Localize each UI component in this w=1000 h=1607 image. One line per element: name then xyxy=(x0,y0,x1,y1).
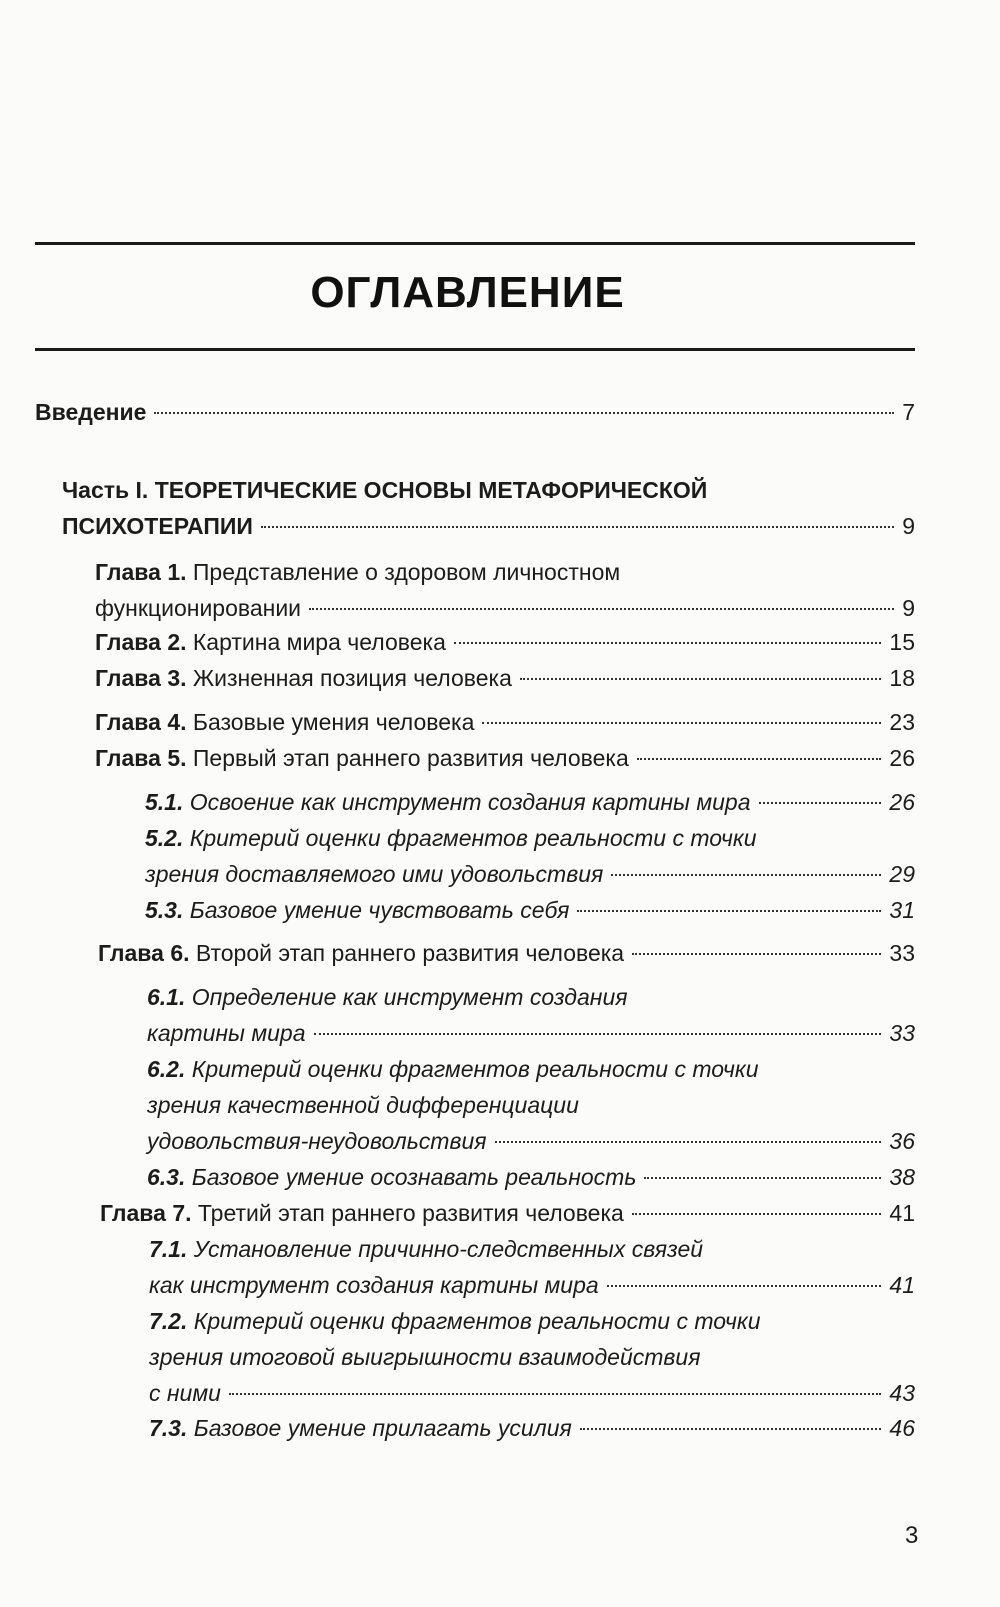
toc-entry-section-6-1[interactable] xyxy=(147,979,915,1051)
section-title: Базовое умение прилагать усилия xyxy=(193,1415,572,1441)
part-title: ТЕОРЕТИЧЕСКИЕ ОСНОВЫ МЕТАФОРИЧЕСКОЙ xyxy=(154,477,708,503)
section-number: 6.1. xyxy=(147,984,186,1010)
chapter-label: Глава 4. xyxy=(95,709,187,735)
section-title: Базовое умение чувствовать себя xyxy=(189,897,570,923)
section-title-cont: с ними xyxy=(149,1380,221,1406)
section-title: Базовое умение осознавать реальность xyxy=(191,1164,637,1190)
dot-leader xyxy=(580,1428,882,1430)
chapter-title-cont: функционировании xyxy=(95,595,302,621)
chapter-title: Картина мира человека xyxy=(192,629,446,655)
toc-entry-section-5-3[interactable] xyxy=(145,892,915,928)
dot-leader xyxy=(644,1177,881,1179)
entry-label: Введение xyxy=(35,399,147,425)
section-number: 7.3. xyxy=(149,1415,188,1441)
section-title-cont: как инструмент создания картины мира xyxy=(149,1272,599,1298)
section-number: 5.1. xyxy=(145,789,184,815)
section-number: 5.2. xyxy=(145,825,184,851)
dot-leader xyxy=(520,678,882,680)
entry-page: 9 xyxy=(902,513,915,539)
chapter-label: Глава 5. xyxy=(95,745,187,771)
section-title: Установление причинно-следственных связей xyxy=(193,1236,704,1262)
entry-page: 33 xyxy=(889,940,915,966)
toc-entry-section-7-2[interactable] xyxy=(149,1303,915,1411)
dot-leader xyxy=(759,802,882,804)
toc-entry-section-6-2[interactable] xyxy=(147,1051,915,1159)
toc-entry-chapter-4[interactable] xyxy=(95,704,915,740)
section-number: 5.3. xyxy=(145,897,184,923)
top-rule xyxy=(35,242,915,245)
dot-leader xyxy=(637,758,882,760)
section-title: Критерий оценки фрагментов реальности с точки xyxy=(193,1308,761,1334)
dot-leader xyxy=(154,412,894,414)
toc-entry-chapter-3[interactable] xyxy=(95,660,915,696)
toc-entry-section-5-1[interactable] xyxy=(145,784,915,820)
toc-entry-intro[interactable] xyxy=(35,394,915,430)
dot-leader xyxy=(314,1033,882,1035)
chapter-title: Базовые умения человека xyxy=(192,709,475,735)
section-number: 6.2. xyxy=(147,1056,186,1082)
toc-entry-section-6-3[interactable] xyxy=(147,1159,915,1195)
part-label: Часть I. xyxy=(62,477,149,503)
toc-entry-chapter-2[interactable] xyxy=(95,624,915,660)
toc-entry-section-5-2[interactable] xyxy=(145,820,915,892)
chapter-label: Глава 6. xyxy=(98,940,190,966)
chapter-title: Первый этап раннего развития человека xyxy=(192,745,629,771)
section-title: Критерий оценки фрагментов реальности с точки xyxy=(189,825,757,851)
entry-page: 26 xyxy=(889,745,915,771)
entry-page: 38 xyxy=(889,1164,915,1190)
entry-page: 31 xyxy=(889,897,915,923)
toc-entry-section-7-1[interactable] xyxy=(149,1231,915,1303)
dot-leader xyxy=(611,874,881,876)
chapter-title: Представление о здоровом личностном xyxy=(192,559,621,585)
entry-page: 33 xyxy=(889,1020,915,1046)
dot-leader xyxy=(607,1285,882,1287)
section-title: Определение как инструмент создания xyxy=(191,984,628,1010)
section-title-cont: зрения доставляемого ими удовольствия xyxy=(145,861,604,887)
section-title-cont: зрения качественной дифференциации xyxy=(147,1092,579,1118)
entry-page: 36 xyxy=(889,1128,915,1154)
section-title: Освоение как инструмент создания картины мира xyxy=(189,789,751,815)
entry-page: 26 xyxy=(889,789,915,815)
dot-leader xyxy=(454,642,882,644)
chapter-title: Второй этап раннего развития человека xyxy=(195,940,625,966)
dot-leader xyxy=(482,722,881,724)
toc-entry-chapter-5[interactable] xyxy=(95,740,915,776)
chapter-title: Жизненная позиция человека xyxy=(192,665,512,691)
toc-entry-chapter-7[interactable] xyxy=(100,1195,915,1231)
toc-entry-chapter-1[interactable] xyxy=(95,554,915,626)
page-title: ОГЛАВЛЕНИЕ xyxy=(310,268,625,317)
toc-entry-section-7-3[interactable] xyxy=(149,1410,915,1446)
entry-page: 41 xyxy=(889,1200,915,1226)
entry-page: 41 xyxy=(889,1272,915,1298)
toc-entry-chapter-6[interactable] xyxy=(98,935,915,971)
dot-leader xyxy=(229,1393,882,1395)
dot-leader xyxy=(309,608,894,610)
part-title-cont: ПСИХОТЕРАПИИ xyxy=(62,513,253,539)
entry-page: 7 xyxy=(902,399,915,425)
section-number: 7.1. xyxy=(149,1236,188,1262)
chapter-label: Глава 3. xyxy=(95,665,187,691)
dot-leader xyxy=(261,526,894,528)
entry-page: 9 xyxy=(902,595,915,621)
chapter-label: Глава 7. xyxy=(100,1200,192,1226)
page-number: 3 xyxy=(905,1522,919,1549)
section-number: 6.3. xyxy=(147,1164,186,1190)
entry-page: 23 xyxy=(889,709,915,735)
dot-leader xyxy=(632,1213,882,1215)
entry-page: 18 xyxy=(889,665,915,691)
dot-leader xyxy=(495,1141,882,1143)
entry-page: 29 xyxy=(889,861,915,887)
dot-leader xyxy=(577,910,881,912)
entry-page: 15 xyxy=(889,629,915,655)
section-title: Критерий оценки фрагментов реальности с точки xyxy=(191,1056,759,1082)
section-title-cont: удовольствия-неудовольствия xyxy=(147,1128,487,1154)
chapter-label: Глава 2. xyxy=(95,629,187,655)
entry-page: 43 xyxy=(889,1380,915,1406)
section-number: 7.2. xyxy=(149,1308,188,1334)
entry-page: 46 xyxy=(889,1415,915,1441)
section-title-cont: картины мира xyxy=(147,1020,306,1046)
chapter-label: Глава 1. xyxy=(95,559,187,585)
bottom-rule xyxy=(35,348,915,351)
dot-leader xyxy=(632,953,881,955)
toc-entry-part1[interactable] xyxy=(62,472,915,544)
section-title-cont: зрения итоговой выигрышности взаимодействия xyxy=(149,1344,701,1370)
chapter-title: Третий этап раннего развития человека xyxy=(197,1200,624,1226)
